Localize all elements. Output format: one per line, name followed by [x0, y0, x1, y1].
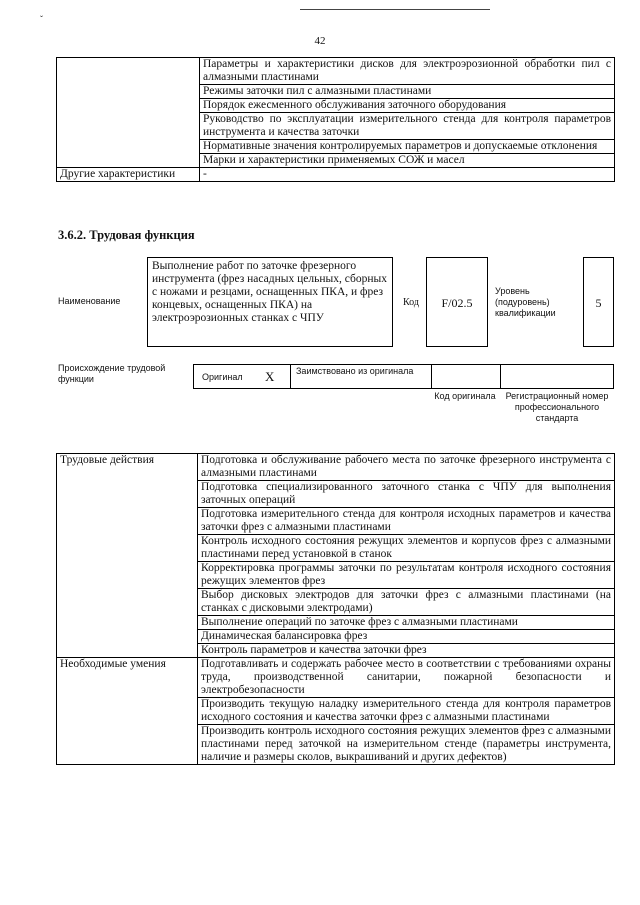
required-skill: Подготавливать и содержать рабочее место в соответствии с требованиями охраны труда, производственной санитарии, пожарной безопасности и электробезопасности [198, 658, 615, 698]
divider [290, 364, 291, 389]
function-code-box: F/02.5 [426, 257, 488, 347]
table-cell: Параметры и характеристики дисков для электроэрозионной обработки пил с алмазными пластинами [200, 58, 615, 85]
labor-action: Выполнение операций по заточке фрез с алмазными пластинами [198, 616, 615, 630]
table-row [57, 168, 615, 182]
labor-action: Корректировка программы заточки по результатам контроля исходного состояния режущих элементов фрез [198, 562, 615, 589]
qualification-level-label: Уровень (подуровень) квалификации [495, 286, 556, 318]
labor-action: Выбор дисковых электродов для заточки фрез с алмазными пластинами (на станках с дисковыми электродами) [198, 589, 615, 616]
name-label: Наименование [58, 296, 121, 306]
function-name-box: Выполнение работ по заточке фрезерного инструмента (фрез насадных цельных, сборных с ножами и резцами, оснащенных ПКА, и фрез концевых, оснащенных ПКА) на электроэрозионных станках с ЧПУ [147, 257, 393, 347]
borrowed-label: Заимствовано из оригинала [296, 366, 414, 376]
labor-actions-label: Трудовые действия [57, 454, 198, 658]
scan-top-rule [300, 9, 490, 10]
original-label: Оригинал [202, 372, 243, 382]
labor-action: Подготовка специализированного заточного станка с ЧПУ для выполнения заточных операций [198, 481, 615, 508]
labor-action: Подготовка измерительного стенда для контроля исходных параметров и качества заточки фрез с алмазными пластинами [198, 508, 615, 535]
required-skills-label: Необходимые умения [57, 658, 198, 765]
table-cell: Нормативные значения контролируемых параметров и допускаемые отклонения [200, 140, 615, 154]
table-cell: Режимы заточки пил с алмазными пластинами [200, 85, 615, 99]
labor-action: Подготовка и обслуживание рабочего места по заточке фрезерного инструмента с алмазными пластинами [198, 454, 615, 481]
labor-action: Контроль исходного состояния режущих элементов и корпусов фрез с алмазными пластинами перед установкой в станок [198, 535, 615, 562]
other-characteristics-value: - [200, 168, 615, 182]
code-original-label: Код оригинала [434, 391, 496, 401]
table-cell-empty [57, 58, 200, 168]
table-row [57, 58, 615, 85]
required-skill: Производить контроль исходного состояния режущих элементов фрез с алмазными пластинами перед заточкой на измерительном стенде (параметры инструмента, наличие и размеры сколов, выкрашиваний и других дефектов) [198, 725, 615, 765]
section-heading: 3.6.2. Трудовая функция [58, 228, 195, 242]
knowledge-table [56, 57, 615, 182]
code-label: Код [403, 297, 419, 308]
table-cell: Марки и характеристики применяемых СОЖ и масел [200, 154, 615, 168]
origin-row [193, 364, 614, 389]
origin-label: Происхождение трудовой функции [58, 363, 166, 384]
table-cell: Порядок ежесменного обслуживания заточного оборудования [200, 99, 615, 113]
divider [500, 364, 501, 389]
labor-action: Динамическая балансировка фрез [198, 630, 615, 644]
required-skill: Производить текущую наладку измерительного стенда для контроля параметров исходного состояния и качества заточки фрез с алмазными пластинами [198, 698, 615, 725]
table-cell: Руководство по эксплуатации измерительного стенда для контроля параметров инструмента и качества заточки [200, 113, 615, 140]
qualification-level-box: 5 [583, 257, 614, 347]
other-characteristics-label: Другие характеристики [57, 168, 200, 182]
table-row [57, 454, 615, 481]
divider [431, 364, 432, 389]
table-row [57, 658, 615, 698]
labor-function-table [56, 453, 615, 765]
page-number: 42 [314, 35, 326, 47]
original-mark: X [265, 369, 275, 384]
corner-mark: ˇ [40, 14, 43, 24]
labor-action: Контроль параметров и качества заточки фрез [198, 644, 615, 658]
registration-number-label: Регистрационный номер профессионального стандарта [505, 391, 609, 423]
